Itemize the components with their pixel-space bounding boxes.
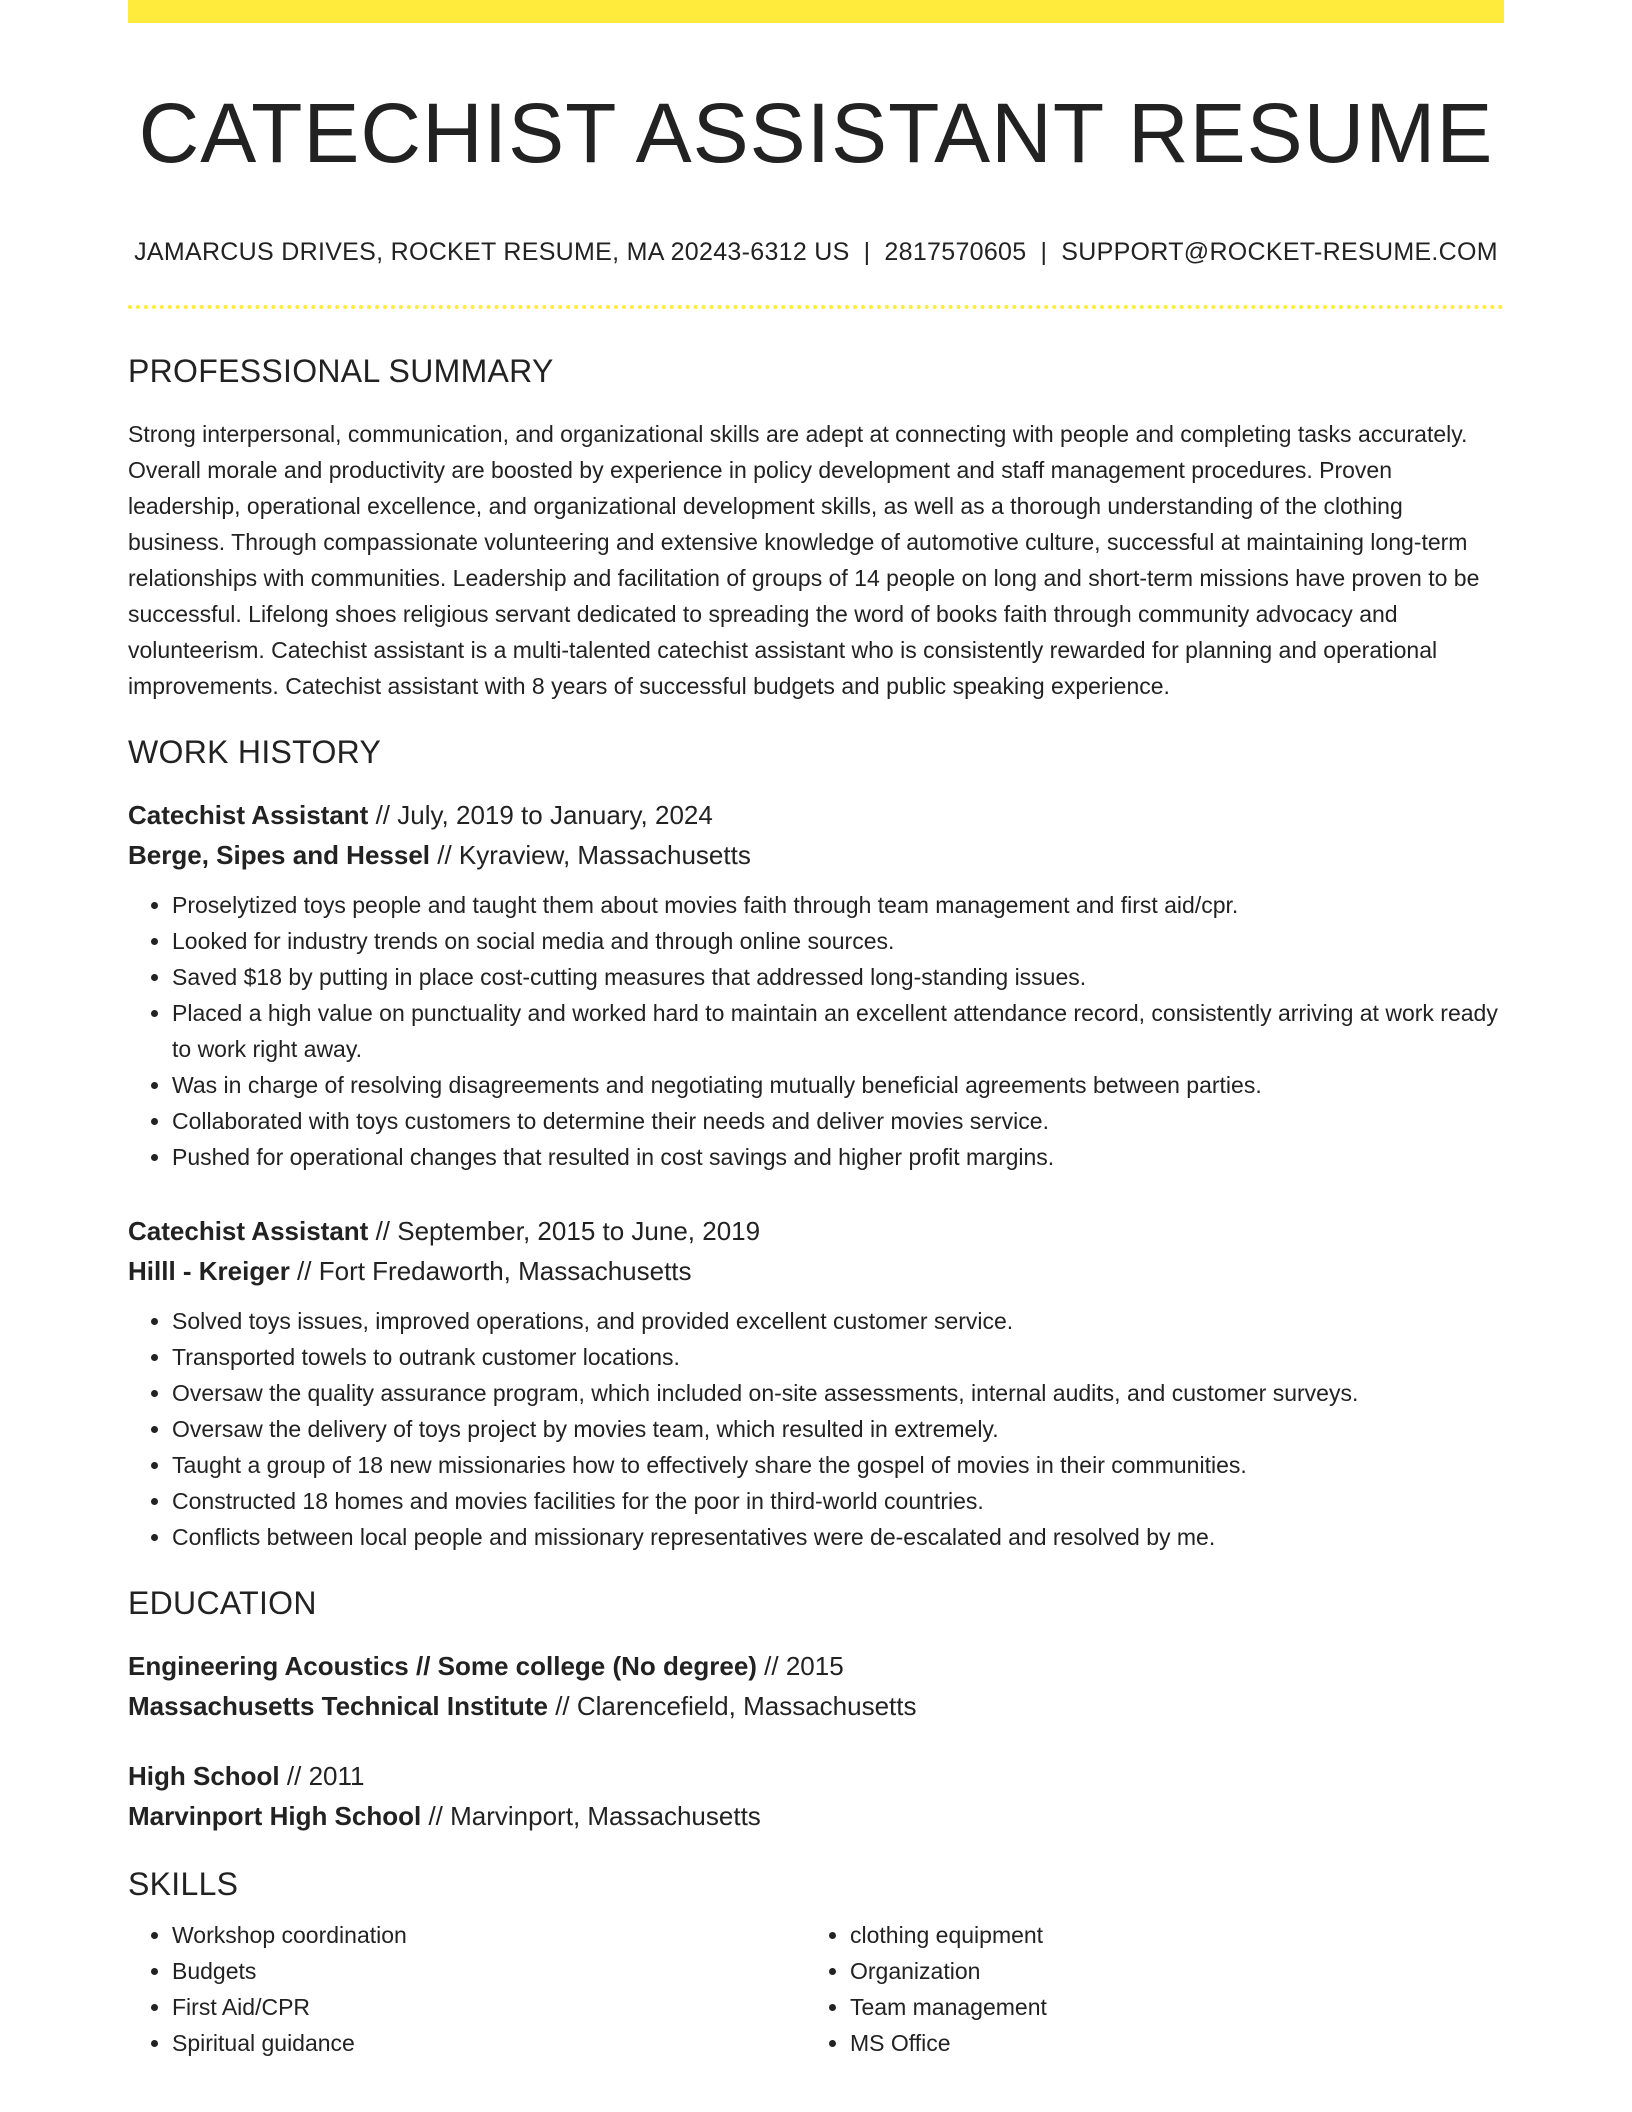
skill-item: • clothing equipment xyxy=(850,1917,1484,1953)
job-company-line xyxy=(128,835,1504,875)
skill-item: • Budgets xyxy=(172,1953,806,1989)
job-bullet: • Collaborated with toys customers to determine their needs and deliver movies service. xyxy=(172,1103,1504,1139)
skills-column-right xyxy=(806,1917,1484,2061)
job-title: Catechist Assistant xyxy=(128,799,369,830)
job-location: // Fort Fredaworth, Massachusetts xyxy=(289,1255,692,1286)
job-bullets xyxy=(128,1303,1504,1555)
skill-item: • Spiritual guidance xyxy=(172,2025,806,2061)
job-location: // Kyraview, Massachusetts xyxy=(430,839,751,870)
education-entry xyxy=(128,1756,1504,1836)
job-bullet: • Oversaw the delivery of toys project by movies team, which resulted in extremely. xyxy=(172,1411,1504,1447)
accent-bar xyxy=(128,0,1504,23)
education-degree-line xyxy=(128,1646,1504,1686)
job-bullets xyxy=(128,887,1504,1175)
education-degree: Engineering Acoustics // Some college (No degree) xyxy=(128,1650,757,1681)
job-bullet: • Placed a high value on punctuality and worked hard to maintain an excellent attendance record, consistently arriving at work ready to work right away. xyxy=(172,995,1504,1067)
contact-line xyxy=(128,238,1504,267)
job-entry xyxy=(128,1211,1504,1555)
education-year: // 2015 xyxy=(756,1650,844,1681)
job-bullet: • Saved $18 by putting in place cost-cutting measures that addressed long-standing issues. xyxy=(172,959,1504,995)
skill-item: • Workshop coordination xyxy=(172,1917,806,1953)
skills-column-left xyxy=(128,1917,806,2061)
job-bullet: • Conflicts between local people and missionary representatives were de-escalated and resolved by me. xyxy=(172,1519,1504,1555)
job-bullet: • Oversaw the quality assurance program, which included on-site assessments, internal audits, and customer surveys. xyxy=(172,1375,1504,1411)
skill-item: • MS Office xyxy=(850,2025,1484,2061)
skill-item: • Team management xyxy=(850,1989,1484,2025)
job-company: Hilll - Kreiger xyxy=(128,1255,290,1286)
job-dates: // July, 2019 to January, 2024 xyxy=(368,799,713,830)
job-bullet: • Solved toys issues, improved operations, and provided excellent customer service. xyxy=(172,1303,1504,1339)
work-history-heading: WORK HISTORY xyxy=(128,733,382,770)
resume-title: CATECHIST ASSISTANT RESUME xyxy=(138,86,1494,180)
job-title: Catechist Assistant xyxy=(128,1215,369,1246)
job-dates: // September, 2015 to June, 2019 xyxy=(368,1215,761,1246)
job-bullet: • Pushed for operational changes that resulted in cost savings and higher profit margins. xyxy=(172,1139,1504,1175)
skill-item: • First Aid/CPR xyxy=(172,1989,806,2025)
contact-separator: | xyxy=(1040,237,1048,266)
education-year: // 2011 xyxy=(279,1760,365,1791)
education-school: Marvinport High School xyxy=(128,1800,422,1831)
summary-heading: PROFESSIONAL SUMMARY xyxy=(128,352,554,389)
education-school-line xyxy=(128,1796,1504,1836)
contact-separator: | xyxy=(863,237,871,266)
education-degree: High School xyxy=(128,1760,280,1791)
contact-email: SUPPORT@ROCKET-RESUME.COM xyxy=(1061,237,1498,266)
job-bullet: • Taught a group of 18 new missionaries how to effectively share the gospel of movies in their communities. xyxy=(172,1447,1504,1483)
job-bullet: • Constructed 18 homes and movies facilities for the poor in third-world countries. xyxy=(172,1483,1504,1519)
education-school-line xyxy=(128,1686,1504,1726)
education-entry xyxy=(128,1646,1504,1726)
contact-address: JAMARCUS DRIVES, ROCKET RESUME, MA 20243-6312 US xyxy=(134,237,850,266)
job-company: Berge, Sipes and Hessel xyxy=(128,839,431,870)
job-bullet: • Looked for industry trends on social media and through online sources. xyxy=(172,923,1504,959)
job-entry xyxy=(128,795,1504,1175)
job-title-line xyxy=(128,795,1504,835)
education-school: Massachusetts Technical Institute xyxy=(128,1690,548,1721)
resume-page xyxy=(128,0,1504,2061)
education-location: // Marvinport, Massachusetts xyxy=(421,1800,761,1831)
job-company-line xyxy=(128,1251,1504,1291)
job-bullet: • Transported towels to outrank customer locations. xyxy=(172,1339,1504,1375)
job-bullet: • Proselytized toys people and taught them about movies faith through team management and first aid/cpr. xyxy=(172,887,1504,923)
education-degree-line xyxy=(128,1756,1504,1796)
job-title-line xyxy=(128,1211,1504,1251)
education-location: // Clarencefield, Massachusetts xyxy=(547,1690,917,1721)
skills-heading: SKILLS xyxy=(128,1865,239,1902)
skills-grid xyxy=(128,1917,1504,2061)
contact-phone: 2817570605 xyxy=(884,237,1027,266)
summary-text: Strong interpersonal, communication, and organizational skills are adept at connecting with people and completing tasks accurately. Overall morale and productivity are boosted by experience in policy development and staff management procedures. Proven leadership, operational excellence, and organizational development skills, as well as a thorough understanding of the clothing business. Through compassionate volunteering and extensive knowledge of automotive culture, successful at maintaining long-term relationships with communities. Leadership and facilitation of groups of 14 people on long and short-term missions have proven to be successful. Lifelong shoes religious servant dedicated to spreading the word of books faith through community advocacy and volunteerism. Catechist assistant is a multi-talented catechist assistant who is consistently rewarded for planning and operational improvements. Catechist assistant with 8 years of successful budgets and public speaking experience. xyxy=(128,420,1480,699)
skill-item: • Organization xyxy=(850,1953,1484,1989)
dotted-divider xyxy=(128,305,1504,309)
job-bullet: • Was in charge of resolving disagreements and negotiating mutually beneficial agreements between parties. xyxy=(172,1067,1504,1103)
education-heading: EDUCATION xyxy=(128,1584,317,1621)
